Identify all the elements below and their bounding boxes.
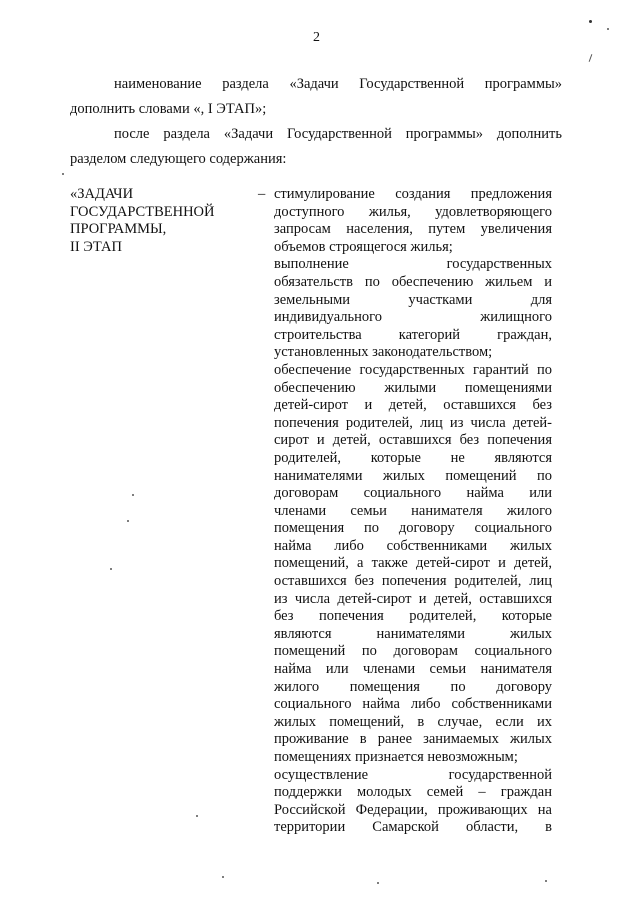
page-number: 2: [313, 30, 320, 45]
section-content-line: установленных законодательством;: [274, 344, 493, 361]
paragraph-add-section: [70, 122, 562, 172]
section-content-line: строительства категорий граждан,: [274, 326, 552, 343]
section-content-line: осуществление государственной: [274, 766, 552, 783]
section-content-line: обязательств по обеспечению жильем и: [274, 273, 552, 290]
section-content-line: помещениях признается невозможным;: [274, 749, 518, 765]
section-heading-line: «ЗАДАЧИ: [70, 186, 134, 202]
section-content-line: найма либо собственниками жилых: [274, 537, 552, 554]
section-heading-line: ГОСУДАРСТВЕННОЙ: [70, 203, 215, 220]
section-content-line: обеспечению жилыми помещениями: [274, 379, 552, 396]
section-content-line: жилого помещения по договору: [274, 678, 552, 695]
paragraph-line: наименование раздела «Задачи Государственной программы»: [114, 76, 562, 92]
section-content-line: социального найма либо собственниками: [274, 696, 552, 713]
scan-speck: [127, 520, 129, 522]
section-content-line: из числа детей-сирот и детей, оставшихся: [274, 590, 552, 607]
section-content: [274, 186, 552, 837]
section-content-line: договорам социального найма или: [274, 485, 552, 502]
section-content-line: территории Самарской области, в: [274, 819, 552, 836]
section-content-line: запросам населения, путем увеличения: [274, 221, 552, 238]
section-heading-line: II ЭТАП: [70, 238, 122, 255]
section-content-line: оставшихся без попечения родителей, лиц: [274, 573, 552, 590]
section-content-line: Российской Федерации, проживающих на: [274, 801, 552, 818]
scan-speck: [589, 20, 592, 23]
section-heading-line: ПРОГРАММЫ,: [70, 221, 167, 238]
section-content-line: объемов строящегося жилья;: [274, 238, 453, 255]
section-content-line: помещения по договору социального: [274, 520, 552, 537]
section-content-line: нанимателями жилых помещений по: [274, 467, 552, 484]
section-content-line: членами семьи нанимателя жилого: [274, 502, 552, 519]
section-content-line: стимулирование создания предложения: [274, 186, 552, 202]
section-content-line: сирот и детей, оставшихся без попечения: [274, 432, 552, 449]
section-content-line: родителей, которые не являются: [274, 449, 552, 466]
section-content-line: земельными участками для: [274, 291, 552, 308]
scan-speck: [196, 815, 198, 817]
scan-speck: [132, 494, 134, 496]
section-content-line: обеспечение государственных гарантий по: [274, 361, 552, 378]
section-content-line: поддержки молодых семей – граждан: [274, 784, 552, 801]
scan-speck: [377, 882, 379, 884]
scan-speck: [589, 54, 593, 62]
section-content-line: индивидуального жилищного: [274, 309, 552, 326]
scan-speck: [545, 880, 547, 882]
paragraph-line: разделом следующего содержания:: [70, 151, 287, 167]
section-content-line: жилых помещений, в случае, если их: [274, 713, 552, 730]
section-content-line: помещений, а также детей-сирот и детей,: [274, 555, 552, 572]
section-content-line: доступного жилья, удовлетворяющего: [274, 203, 552, 220]
scan-speck: [62, 173, 64, 175]
section-content-line: попечения родителей, лиц из числа детей-: [274, 414, 552, 431]
paragraph-line: после раздела «Задачи Государственной программы» дополнить: [114, 126, 562, 142]
section-content-line: проживание в ранее занимаемых жилых: [274, 731, 552, 748]
paragraph-line: дополнить словами «, I ЭТАП»;: [70, 101, 267, 117]
scan-speck: [607, 28, 609, 30]
section-content-line: помещений по договорам социального: [274, 643, 552, 660]
section-content-line: являются нанимателями жилых: [274, 625, 552, 642]
section-content-line: без попечения родителей, которые: [274, 608, 552, 625]
paragraph-rename-section: [70, 72, 562, 122]
section-heading: [70, 186, 240, 256]
scan-speck: [222, 876, 224, 878]
section-content-line: детей-сирот и детей, оставшихся без: [274, 397, 552, 414]
list-dash: –: [258, 186, 266, 202]
section-content-line: найма или членами семьи нанимателя: [274, 661, 552, 678]
section-content-line: выполнение государственных: [274, 256, 552, 273]
scan-speck: [110, 568, 112, 570]
